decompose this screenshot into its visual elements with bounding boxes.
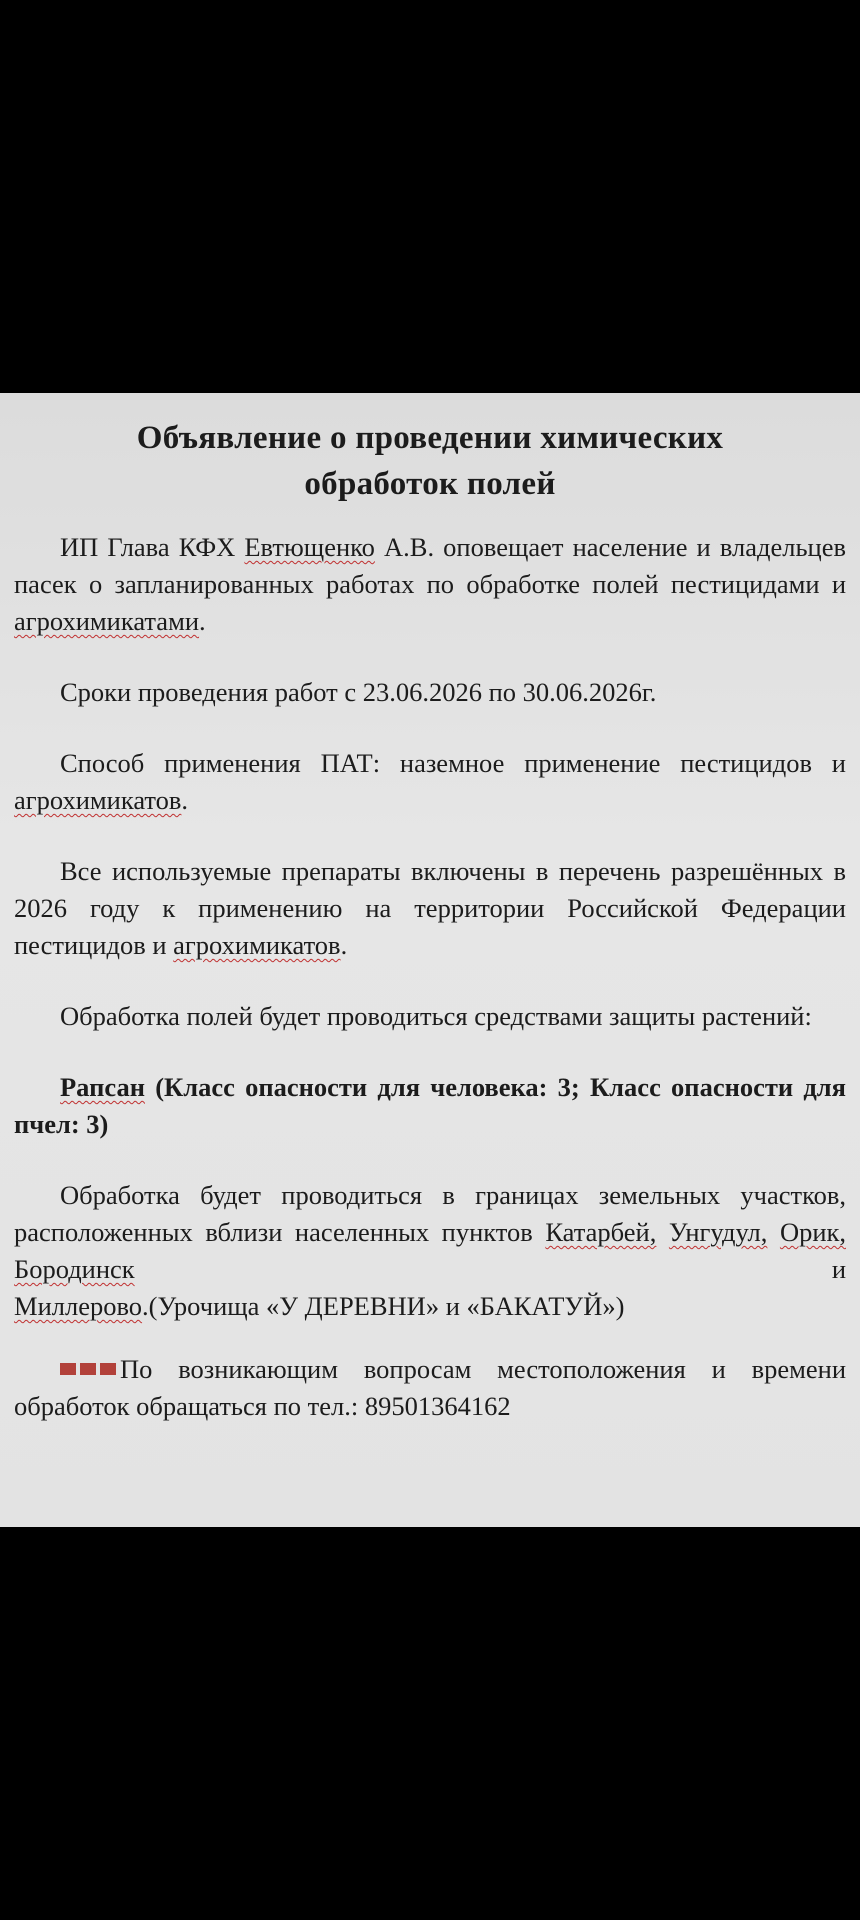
product-hazard-classes: (Класс опасности для человека: 3; Класс опасности для пчел: 3) — [14, 1072, 846, 1139]
contact-paragraph — [14, 1351, 846, 1425]
location-paragraph — [14, 1177, 846, 1288]
location-paragraph-end — [14, 1288, 846, 1325]
title-line-2: обработок полей — [304, 466, 556, 502]
intro-paragraph — [14, 529, 846, 640]
contact-text: По возникающим вопросам местоположения и времени обработок обращаться по тел.: 89501364162 — [14, 1354, 846, 1421]
red-marker-icon — [60, 1363, 118, 1375]
approved-text-a: Все используемые препараты включены в перечень разрешённых в 2026 году к применению на территории Российской Федерации пестицидов и — [14, 856, 846, 960]
method-paragraph — [14, 745, 846, 819]
approved-agrochemicals: агрохимикатов — [173, 930, 341, 960]
document-title — [14, 415, 846, 507]
location-tail: .(Урочища «У ДЕРЕВНИ» и «БАКАТУЙ») — [142, 1291, 625, 1321]
title-line-1: Объявление о проведении химических — [136, 420, 724, 456]
location-text-a: Обработка будет проводиться в границах земельных участков, расположенных вблизи населенных пунктов — [14, 1180, 846, 1247]
announcement-document — [14, 415, 846, 1425]
intro-text-a: ИП Глава КФХ — [60, 532, 245, 562]
farmer-name: Евтющенко — [244, 532, 375, 562]
approved-paragraph — [14, 853, 846, 964]
place-millerovo: Миллерово — [14, 1291, 143, 1321]
protection-paragraph: Обработка полей будет проводиться средствами защиты растений: — [60, 1001, 812, 1031]
place-ungudul: Унгудул, — [668, 1217, 768, 1247]
dates-paragraph: Сроки проведения работ с 23.06.2026 по 30.06.2026г. — [60, 677, 657, 707]
place-orik: Орик, — [779, 1217, 847, 1247]
place-borodinsk: Бородинск — [14, 1254, 135, 1284]
document-photo — [0, 393, 860, 1527]
method-text-c: . — [181, 785, 189, 815]
intro-text-d: . — [199, 606, 206, 636]
intro-text-b: А.В. оповещает население и владельцев пасек о запланированных работах по обработке полей пестицидами и — [14, 532, 846, 599]
place-katarbey: Катарбей, — [545, 1217, 657, 1247]
location-and: и — [831, 1254, 846, 1284]
intro-agrochemicals: агрохимикатами — [14, 606, 200, 636]
approved-text-c: . — [340, 930, 348, 960]
product-paragraph — [14, 1069, 846, 1143]
product-name: Рапсан — [60, 1072, 145, 1102]
method-agrochemicals: агрохимикатов — [14, 785, 182, 815]
method-text-a: Способ применения ПАТ: наземное применение пестицидов и — [60, 748, 846, 778]
